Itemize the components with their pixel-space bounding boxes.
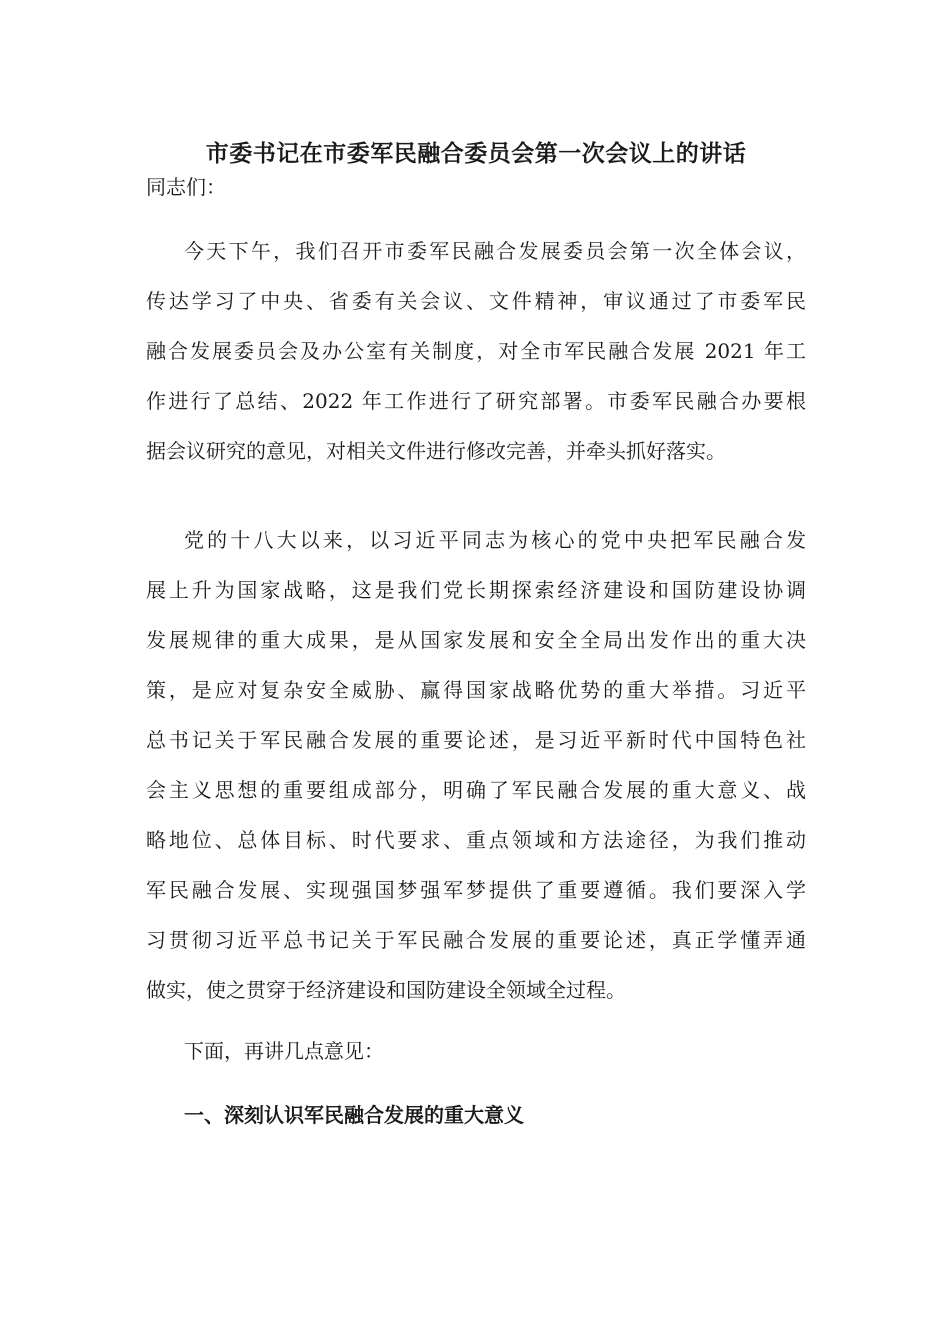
paragraph-line: 习贯彻习近平总书记关于军民融合发展的重要论述，真正学懂弄通 <box>146 928 806 952</box>
paragraph-opinions-intro <box>146 1026 806 1076</box>
paragraph-line: 展上升为国家战略，这是我们党长期探索经济建设和国防建设协调 <box>146 578 806 602</box>
paragraph-line: 策，是应对复杂安全威胁、赢得国家战略优势的重大举措。习近平 <box>146 678 806 702</box>
document-title: 市委书记在市委军民融合委员会第一次会议上的讲话 <box>205 140 747 167</box>
paragraph-line: 发展规律的重大成果，是从国家发展和安全全局出发作出的重大决 <box>146 628 806 652</box>
paragraph-line: 作进行了总结、2022 年工作进行了研究部署。市委军民融合办要根 <box>146 389 806 413</box>
paragraph-line: 略地位、总体目标、时代要求、重点领域和方法途径，为我们推动 <box>146 828 806 852</box>
paragraph-national-strategy <box>146 515 806 1015</box>
paragraph-line: 军民融合发展、实现强国梦强军梦提供了重要遵循。我们要深入学 <box>146 878 806 902</box>
paragraph-line: 会主义思想的重要组成部分，明确了军民融合发展的重大意义、战 <box>146 778 806 802</box>
paragraph-meeting-summary <box>146 226 806 476</box>
paragraph-line: 传达学习了中央、省委有关会议、文件精神，审议通过了市委军民 <box>146 289 806 313</box>
paragraph-line: 今天下午，我们召开市委军民融合发展委员会第一次全体会议， <box>184 239 806 263</box>
salutation: 同志们： <box>146 175 226 199</box>
paragraph-line: 总书记关于军民融合发展的重要论述，是习近平新时代中国特色社 <box>146 728 806 752</box>
paragraph-line: 党的十八大以来，以习近平同志为核心的党中央把军民融合发 <box>184 528 806 552</box>
section-heading-1: 一、深刻认识军民融合发展的重大意义 <box>184 1103 524 1127</box>
paragraph-line: 做实，使之贯穿于经济建设和国防建设全领域全过程。 <box>146 978 626 1002</box>
paragraph-line: 下面，再讲几点意见： <box>184 1039 384 1063</box>
paragraph-line: 融合发展委员会及办公室有关制度，对全市军民融合发展 2021 年工 <box>146 339 806 363</box>
paragraph-line: 据会议研究的意见，对相关文件进行修改完善，并牵头抓好落实。 <box>146 439 726 463</box>
